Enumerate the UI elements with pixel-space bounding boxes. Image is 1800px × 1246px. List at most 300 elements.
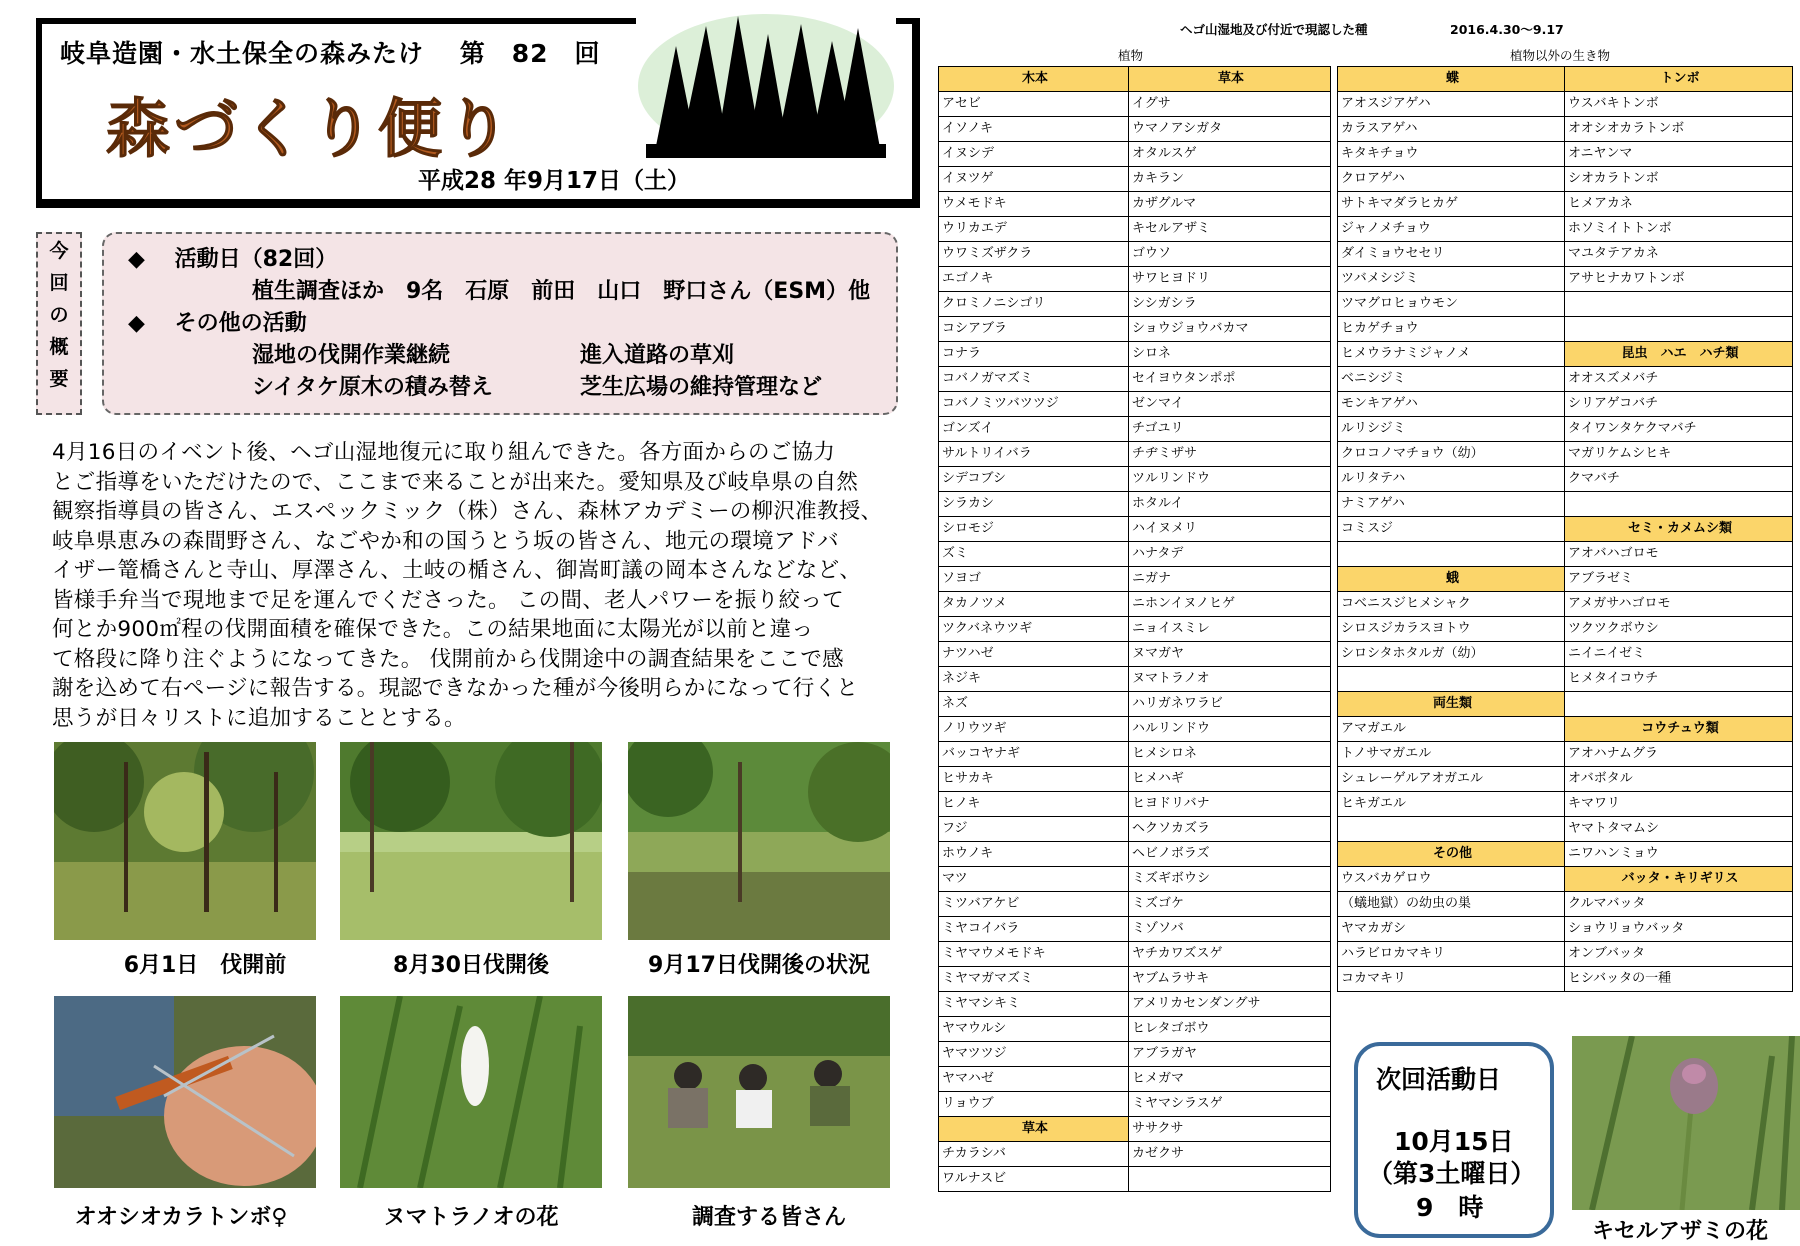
group-plants-label: 植物 [1118,48,1144,63]
caption-before-clearing: 6月1日 伐開前 [123,953,287,978]
woody-species-cell: バッコヤナギ [939,742,1129,767]
butterfly-species-cell: ダイミョウセセリ [1338,242,1565,267]
woody-species-cell: ミヤマシキミ [939,992,1129,1017]
dragonfly-species-cell: オニヤンマ [1565,142,1793,167]
woody-species-cell: ヤマウルシ [939,1017,1129,1042]
butterfly-species-cell: ヒメウラナミジャノメ [1338,342,1565,367]
table-row [1338,567,1793,592]
butterfly-species-cell: ツバメシジミ [1338,267,1565,292]
table-row [1338,792,1793,817]
report-line: 何とか900㎡程の伐開面積を確保できた。この結果地面に太陽光が以前と違っ [52,617,814,642]
woody-species-cell: ヤマツツジ [939,1042,1129,1067]
table-row [1338,617,1793,642]
woody-species-cell: ネズ [939,692,1129,717]
table-row [939,117,1331,142]
woody-species-cell: リョウブ [939,1092,1129,1117]
table-row [1338,342,1793,367]
herb-species-cell: ミズゴケ [1129,892,1331,917]
table-row [1338,767,1793,792]
butterfly-species-cell: ルリタテハ [1338,467,1565,492]
butterfly-species-cell: ヒカゲチョウ [1338,317,1565,342]
woody-species-cell: ミヤマガマズミ [939,967,1129,992]
report-line: 観察指導員の皆さん、エスペックミック（株）さん、森林アカデミーの柳沢准教授、 [52,499,883,524]
insect-species-cell [1565,492,1793,517]
woody-species-cell: アセビ [939,92,1129,117]
beetle-species-cell: キマワリ [1565,792,1793,817]
butterfly-species-cell: モンキアゲハ [1338,392,1565,417]
moth-subheader-cell: 蛾 [1338,567,1565,592]
butterfly-species-cell: ジャノメチョウ [1338,217,1565,242]
photo-after-clearing [340,742,602,940]
table-row [1338,292,1793,317]
table-row [939,367,1331,392]
cicada-species-cell [1565,692,1793,717]
caption-thistle-flower: キセルアザミの花 [1592,1219,1769,1244]
herb-species-cell: ヒメガマ [1129,1067,1331,1092]
butterfly-species-cell: カラスアゲハ [1338,117,1565,142]
woody-species-cell: ウメモドキ [939,192,1129,217]
herb-species-cell: ミヤマシラスゲ [1129,1092,1331,1117]
dragonfly-species-cell: ヒメアカネ [1565,192,1793,217]
activity-day-detail: 植生調査ほか 9名 石原 前田 山口 野口さん（ESM）他 [252,279,871,304]
butterfly-species-cell: ツマグロヒョウモン [1338,292,1565,317]
insect-species-cell: クマバチ [1565,467,1793,492]
herb-species-cell: ヌマガヤ [1129,642,1331,667]
woody-species-cell: ウワミズザクラ [939,242,1129,267]
table-row [1338,742,1793,767]
butterfly-species-cell: クロアゲハ [1338,167,1565,192]
insect-species-cell: タイワンタケクマバチ [1565,417,1793,442]
table-row [939,592,1331,617]
amphibian-species-cell: ヒキガエル [1338,792,1565,817]
overview-box [102,232,898,415]
table-row [939,1117,1331,1142]
table-row [939,1042,1331,1067]
cicada-species-cell: アオバハゴロモ [1565,542,1793,567]
table-row [1338,92,1793,117]
table-row [1338,117,1793,142]
beetle-species-cell: アオハナムグラ [1565,742,1793,767]
woody-species-cell: ズミ [939,542,1129,567]
table-row [939,792,1331,817]
table-row [1338,467,1793,492]
table-row [939,417,1331,442]
butterfly-species-cell [1338,542,1565,567]
herb-species-cell: ワルナスビ [939,1167,1129,1192]
group-other-label: 植物以外の生き物 [1510,48,1611,63]
herb-subheader-cell: 草本 [939,1117,1129,1142]
other-species-cell: （蟻地獄）の幼虫の巣 [1338,892,1565,917]
herb-species-cell: ショウジョウバカマ [1129,317,1331,342]
table-row [939,767,1331,792]
table-row [939,292,1331,317]
herb-species-cell: ヒレタゴボウ [1129,1017,1331,1042]
table-row [939,992,1331,1017]
woody-species-cell: エゴノキ [939,267,1129,292]
species-table-title: ヘゴ山湿地及び付近で現認した種 [1180,22,1368,37]
table-row [939,442,1331,467]
herb-species-cell: ホタルイ [1129,492,1331,517]
table-row [1338,442,1793,467]
herb-species-cell: シロネ [1129,342,1331,367]
dragonfly-species-cell [1565,292,1793,317]
herb-species-cell: ハリガネワラビ [1129,692,1331,717]
table-row [1338,242,1793,267]
herb-species-cell: イグサ [1129,92,1331,117]
table-row [939,1017,1331,1042]
grasshopper-subheader-cell: バッタ・キリギリス [1565,867,1793,892]
table-row [1338,492,1793,517]
amphibian-species-cell [1338,817,1565,842]
table-row [939,267,1331,292]
plants-table [938,66,1331,1192]
activity-item: 芝生広場の維持管理など [580,375,823,400]
woody-species-cell: ミツバアケビ [939,892,1129,917]
woody-species-cell: タカノツメ [939,592,1129,617]
woody-species-cell: イソノキ [939,117,1129,142]
table-row [1338,367,1793,392]
table-row [1338,142,1793,167]
caption-dragonfly: オオシオカラトンボ♀ [74,1205,288,1230]
grasshopper-species-cell: ショウリョウバッタ [1565,917,1793,942]
report-line: とご指導をいただけたので、ここまで来ることが出来た。愛知県及び岐阜県の自然 [52,469,859,495]
photo-survey-team [628,996,890,1188]
table-row [1338,417,1793,442]
herb-species-cell: ニホンイヌノヒゲ [1129,592,1331,617]
photo-before-clearing [54,742,316,940]
dragonfly-species-cell: シオカラトンボ [1565,167,1793,192]
woody-species-cell: コバノミツバツツジ [939,392,1129,417]
cicada-species-cell: ニイニイゼミ [1565,642,1793,667]
table-row [939,467,1331,492]
herb-species-cell: アブラガヤ [1129,1042,1331,1067]
table-row [939,167,1331,192]
table-row [939,892,1331,917]
butterfly-species-cell: クロコノマチョウ（幼） [1338,442,1565,467]
table-row [939,217,1331,242]
table-header-row [939,67,1331,92]
table-row [939,967,1331,992]
table-row [1338,392,1793,417]
table-row [939,517,1331,542]
amphibian-species-cell: トノサマガエル [1338,742,1565,767]
insect-species-cell: シリアゲコバチ [1565,392,1793,417]
table-row [1338,517,1793,542]
report-line: 皆様手弁当で現地まで足を運んでくださった。 この間、老人パワーを振り絞って [52,587,844,613]
table-row [1338,717,1793,742]
herb-species-cell: ニョイスミレ [1129,617,1331,642]
moth-species-cell: シロシタホタルガ（幼） [1338,642,1565,667]
other-subheader-cell: その他 [1338,842,1565,867]
table-row [1338,642,1793,667]
overview-side-label [36,232,82,415]
report-line: 4月16日のイベント後、ヘゴ山湿地復元に取り組んできた。各方面からのご協力 [52,440,836,465]
dragonfly-species-cell: アサヒナカワトンボ [1565,267,1793,292]
herb-species-cell: セイヨウタンポポ [1129,367,1331,392]
table-row [939,1092,1331,1117]
woody-species-cell: マツ [939,867,1129,892]
photo-loosestrife-flower [340,996,602,1188]
woody-species-cell: ノリウツギ [939,717,1129,742]
herb-species-cell: ミゾソバ [1129,917,1331,942]
series-title: 岐阜造園・水土保全の森みたけ 第 82 回 [60,39,601,68]
caption-survey-team: 調査する皆さん [691,1205,846,1230]
report-line: イザー篭橋さんと寺山、厚澤さん、土岐の楯さん、御嵩町議の岡本さんなどなど、 [52,558,862,583]
table-row [939,492,1331,517]
report-line: 謝を込めて右ページに報告する。現認できなかった種が今後明らかになって行くと [52,676,859,701]
woody-species-cell: ネジキ [939,667,1129,692]
insect-species-cell: マガリケムシヒキ [1565,442,1793,467]
herb-species-cell: キセルアザミ [1129,217,1331,242]
table-row [939,717,1331,742]
woody-species-cell: クロミノニシゴリ [939,292,1129,317]
herb-species-cell: ササクサ [1129,1117,1331,1142]
table-row [939,1167,1331,1192]
herb-species-cell: チヂミザサ [1129,442,1331,467]
table-row [939,567,1331,592]
table-row [939,92,1331,117]
column-header-dragonfly: トンボ [1565,67,1793,92]
activity-item: シイタケ原木の積み替え [252,375,493,400]
cicada-species-cell: アメガサハゴロモ [1565,592,1793,617]
butterfly-species-cell: アオスジアゲハ [1338,92,1565,117]
beetle-species-cell: ニワハンミョウ [1565,842,1793,867]
table-row [939,142,1331,167]
herb-species-cell: ハナタデ [1129,542,1331,567]
woody-species-cell: シデコブシ [939,467,1129,492]
herb-species-cell: カキラン [1129,167,1331,192]
other-species-cell: ハラビロカマキリ [1338,942,1565,967]
report-line: 思うが日々リストに追加することとする。 [52,705,466,731]
butterfly-species-cell: サトキマダラヒカゲ [1338,192,1565,217]
herb-species-cell: アメリカセンダングサ [1129,992,1331,1017]
report-line: 岐阜県恵みの森間野さん、なごやか和の国うとう坂の皆さん、地元の環境アドバ [52,528,839,554]
next-activity-weekday: （第3土曜日） [1368,1159,1536,1188]
herb-species-cell: カゼクサ [1129,1142,1331,1167]
caption-loosestrife: ヌマトラノオの花 [383,1205,559,1230]
amphibian-species-cell: アマガエル [1338,717,1565,742]
dragonfly-species-cell: マユタテアカネ [1565,242,1793,267]
overview-side-char: 今 [49,240,69,262]
woody-species-cell: ホウノキ [939,842,1129,867]
column-header-woody: 木本 [939,67,1129,92]
herb-species-cell: ヒヨドリバナ [1129,792,1331,817]
herb-species-cell: ハイヌメリ [1129,517,1331,542]
butterfly-species-cell: キタキチョウ [1338,142,1565,167]
column-header-butterfly: 蝶 [1338,67,1565,92]
caption-after-clearing: 8月30日伐開後 [393,953,549,978]
cicada-species-cell: ヒメタイコウチ [1565,667,1793,692]
beetle-species-cell: オバボタル [1565,767,1793,792]
insect-species-cell: オオスズメバチ [1565,367,1793,392]
moth-species-cell: コベニスジヒメシャク [1338,592,1565,617]
newsletter-title: 森づくり便り [106,93,514,167]
species-date-range: 2016.4.30～9.17 [1450,22,1564,37]
herb-species-cell: ヒメシロネ [1129,742,1331,767]
cicada-species-cell: アブラゼミ [1565,567,1793,592]
overview-side-char: 回 [49,272,69,294]
activity-item: 進入道路の草刈 [580,343,735,368]
herb-species-cell: ツルリンドウ [1129,467,1331,492]
woody-species-cell: ヤマハゼ [939,1067,1129,1092]
other-species-cell: ヤマカガシ [1338,917,1565,942]
table-row [1338,667,1793,692]
herb-species-cell: ハルリンドウ [1129,717,1331,742]
table-row [939,1067,1331,1092]
overview-side-char: 要 [49,368,69,390]
table-row [1338,67,1793,92]
herb-species-cell: ミズギボウシ [1129,867,1331,892]
table-row [939,742,1331,767]
woody-species-cell: サルトリイバラ [939,442,1129,467]
table-row [939,1142,1331,1167]
animals-table [1337,66,1793,992]
grasshopper-species-cell: クルマバッタ [1565,892,1793,917]
overview-side-char: の [49,304,69,326]
herb-species-cell: ヤチカワズスゲ [1129,942,1331,967]
insect-subheader-cell: 昆虫 ハエ ハチ類 [1565,342,1793,367]
table-row [939,867,1331,892]
dragonfly-species-cell: ウスバキトンボ [1565,92,1793,117]
herb-species-cell: ニガナ [1129,567,1331,592]
woody-species-cell: フジ [939,817,1129,842]
table-row [939,667,1331,692]
woody-species-cell: ツクバネウツギ [939,617,1129,642]
woody-species-cell: ヒノキ [939,792,1129,817]
cicada-species-cell: ツクツクボウシ [1565,617,1793,642]
report-text [52,438,892,733]
table-row [939,342,1331,367]
butterfly-species-cell: コミスジ [1338,517,1565,542]
dragonfly-species-cell: ホソミイトトンボ [1565,217,1793,242]
woody-species-cell: コバノガマズミ [939,367,1129,392]
table-row [939,617,1331,642]
woody-species-cell: ウリカエデ [939,217,1129,242]
table-row [939,317,1331,342]
photo-dragonfly [54,996,316,1188]
woody-species-cell: コシアブラ [939,317,1129,342]
woody-species-cell: ヒサカキ [939,767,1129,792]
herb-species-cell: ヌマトラノオ [1129,667,1331,692]
moth-species-cell [1338,667,1565,692]
woody-species-cell: ゴンズイ [939,417,1129,442]
butterfly-species-cell: ルリシジミ [1338,417,1565,442]
butterfly-species-cell: ナミアゲハ [1338,492,1565,517]
beetle-subheader-cell: コウチュウ類 [1565,717,1793,742]
photo-current-state [628,742,890,940]
table-row [939,692,1331,717]
issue-date: 平成28 年9月17日（土） [418,168,691,194]
woody-species-cell: ナツハゼ [939,642,1129,667]
table-row [939,917,1331,942]
next-activity-time: 9 時 [1416,1193,1484,1222]
woody-species-cell: ソヨゴ [939,567,1129,592]
herb-species-cell: ウマノアシガタ [1129,117,1331,142]
table-row [1338,267,1793,292]
woody-species-cell: ミヤコイバラ [939,917,1129,942]
table-row [1338,942,1793,967]
herb-species-cell: チカラシバ [939,1142,1129,1167]
woody-species-cell: コナラ [939,342,1129,367]
table-row [939,542,1331,567]
table-row [1338,217,1793,242]
herb-species-cell: ゴウソ [1129,242,1331,267]
herb-species-cell: シシガシラ [1129,292,1331,317]
herb-species-cell: ゼンマイ [1129,392,1331,417]
cicada-subheader-cell: セミ・カメムシ類 [1565,517,1793,542]
table-row [1338,967,1793,992]
next-activity-box [1354,1042,1554,1238]
herb-species-cell: ヘビノボラズ [1129,842,1331,867]
other-species-cell: ウスバカゲロウ [1338,867,1565,892]
other-species-cell: コカマキリ [1338,967,1565,992]
herb-species-cell: サワヒヨドリ [1129,267,1331,292]
dragonfly-species-cell: オオシオカラトンボ [1565,117,1793,142]
column-header-herb: 草本 [1129,67,1331,92]
grasshopper-species-cell: ヒシバッタの一種 [1565,967,1793,992]
herb-species-cell: オタルスゲ [1129,142,1331,167]
activity-item: 湿地の伐開作業継続 [252,343,451,368]
table-row [1338,842,1793,867]
report-line: て格段に降り注ぐようになってきた。 伐開前から伐開途中の調査結果をここで感 [52,646,844,672]
woody-species-cell: ミヤマウメモドキ [939,942,1129,967]
woody-species-cell: シロモジ [939,517,1129,542]
woody-species-cell: イヌシデ [939,142,1129,167]
table-row [939,942,1331,967]
table-row [939,192,1331,217]
next-activity-label: 次回活動日 [1376,1065,1502,1094]
table-row [1338,867,1793,892]
table-row [1338,167,1793,192]
photo-thistle-flower [1572,1036,1800,1210]
table-row [1338,892,1793,917]
table-row [939,642,1331,667]
butterfly-species-cell: ベニシジミ [1338,367,1565,392]
grasshopper-species-cell: オンブバッタ [1565,942,1793,967]
table-row [939,842,1331,867]
table-row [1338,817,1793,842]
dragonfly-species-cell [1565,317,1793,342]
herb-species-cell: ヤブムラサキ [1129,967,1331,992]
moth-species-cell: シロスジカラスヨトウ [1338,617,1565,642]
empty-cell [1129,1167,1331,1192]
table-row [939,817,1331,842]
table-row [939,242,1331,267]
table-row [1338,917,1793,942]
herb-species-cell: ヘクソカズラ [1129,817,1331,842]
forest-illustration [636,6,896,166]
table-row [1338,192,1793,217]
table-row [1338,542,1793,567]
woody-species-cell: シラカシ [939,492,1129,517]
woody-species-cell: イヌツゲ [939,167,1129,192]
herb-species-cell: チゴユリ [1129,417,1331,442]
activity-day-heading: ◆ 活動日（82回） [128,247,338,272]
table-row [1338,592,1793,617]
caption-current-state: 9月17日伐開後の状況 [648,953,870,978]
herb-species-cell: ヒメハギ [1129,767,1331,792]
table-row [1338,692,1793,717]
next-activity-date: 10月15日 [1394,1127,1514,1156]
table-row [1338,317,1793,342]
beetle-species-cell: ヤマトタマムシ [1565,817,1793,842]
herb-species-cell: カザグルマ [1129,192,1331,217]
other-activities-heading: ◆ その他の活動 [128,311,307,336]
overview-side-char: 概 [49,336,69,358]
amphibian-subheader-cell: 両生類 [1338,692,1565,717]
table-row [939,392,1331,417]
amphibian-species-cell: シュレーゲルアオガエル [1338,767,1565,792]
